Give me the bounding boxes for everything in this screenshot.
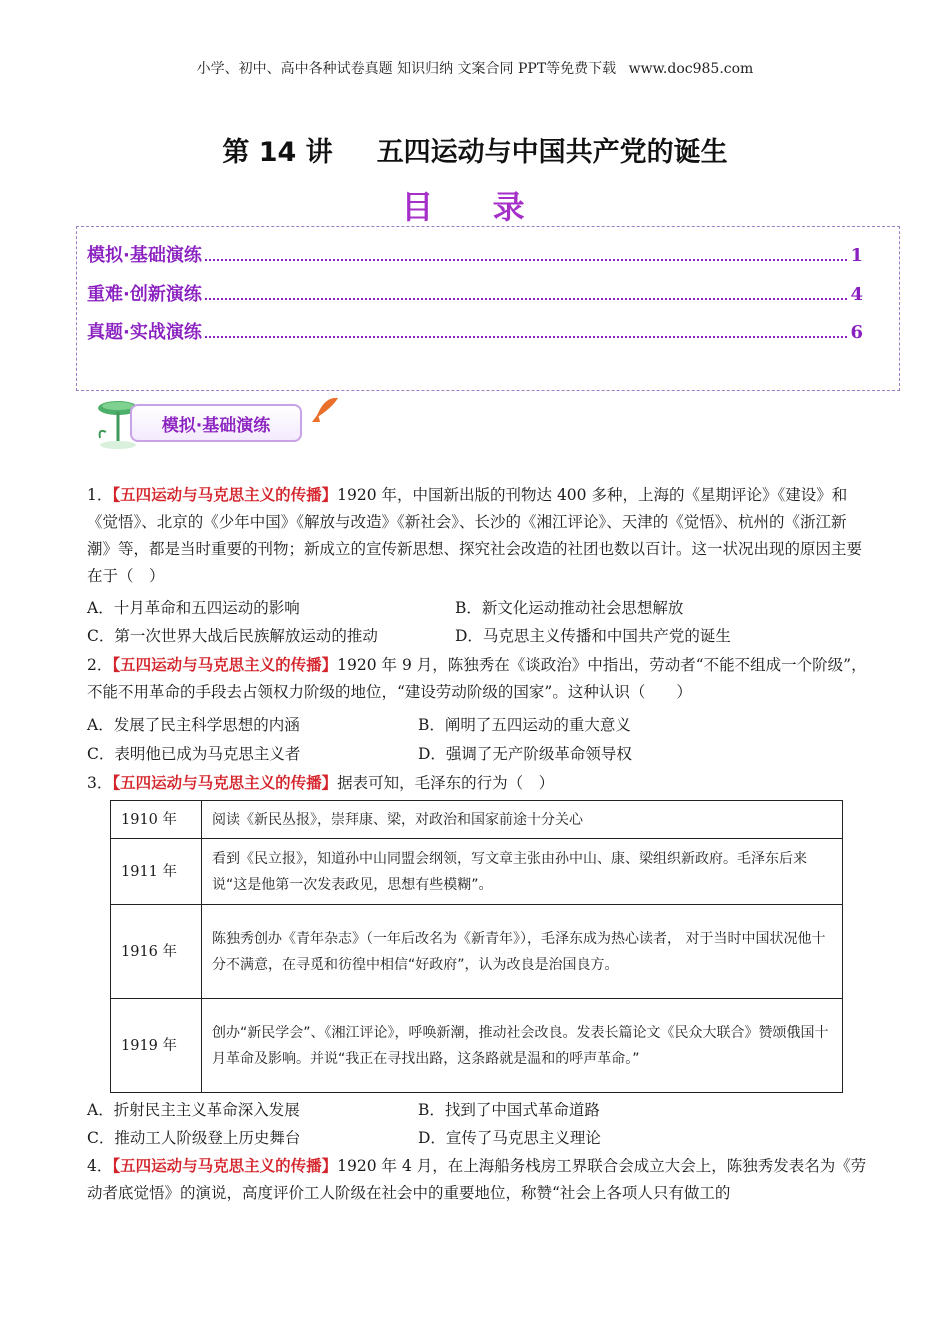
question-tag: 【五四运动与马克思主义的传播】	[112, 486, 338, 504]
option-a[interactable]: A．发展了民主科学思想的内涵	[87, 716, 300, 734]
question-stem: 1920 年 4 月，在上海船务栈房工界联合会成立大会上，陈独秀发表名为《劳动者底觉悟》的演说，高度评价工人阶级在社会中的重要地位，称赞“社会上各项人只有做工的	[87, 1157, 867, 1202]
section-badge-label: 模拟·基础演练	[130, 404, 302, 442]
toc-item[interactable]	[87, 318, 863, 344]
question-number: 1．	[87, 486, 113, 504]
table-row	[111, 839, 843, 905]
question-number: 3．	[87, 774, 113, 792]
table-row	[111, 801, 843, 839]
question-1	[87, 482, 867, 590]
option-d[interactable]: D．马克思主义传播和中国共产党的诞生	[455, 627, 731, 645]
toc-box	[76, 226, 900, 391]
toc-item-label: 重难·创新演练	[87, 284, 202, 305]
table-cell-text: 看到《民立报》，知道孙中山同盟会纲领，写文章主张由孙中山、康、梁组织新政府。毛泽东后来说“这是他第一次发表政见，思想有些模糊”。	[202, 839, 843, 905]
question-2	[87, 652, 867, 706]
toc-leader	[205, 336, 848, 338]
toc-item-page: 6	[850, 322, 863, 343]
timeline-table	[110, 800, 843, 1093]
question-4	[87, 1153, 867, 1207]
toc-leader	[205, 259, 848, 261]
question-stem: 据表可知，毛泽东的行为（ ）	[337, 774, 555, 792]
table-cell-year: 1911 年	[111, 839, 202, 905]
koi-fish-icon	[306, 388, 346, 428]
header-text: 小学、初中、高中各种试卷真题 知识归纳 文案合同 PPT等免费下载	[196, 61, 617, 77]
question-stem: 1920 年 9 月，陈独秀在《谈政治》中指出，劳动者“不能不组成一个阶级”，不能不用革命的手段去占领权力阶级的地位，“建设劳动阶级的国家”。这种认识（ ）	[87, 656, 867, 701]
toc-leader	[205, 298, 848, 300]
question-number: 4．	[87, 1157, 113, 1175]
option-a[interactable]: A．十月革命和五四运动的影响	[87, 599, 300, 617]
option-d[interactable]: D．宣传了马克思主义理论	[418, 1129, 601, 1147]
toc-item-label: 模拟·基础演练	[87, 245, 202, 266]
question-tag: 【五四运动与马克思主义的传播】	[112, 774, 338, 792]
header-site[interactable]: www.doc985.com	[628, 61, 754, 77]
question-3	[87, 770, 867, 797]
toc-heading: 目 录	[401, 188, 549, 226]
question-number: 2．	[87, 656, 113, 674]
option-b[interactable]: B．阐明了五四运动的重大意义	[418, 716, 631, 734]
table-cell-text: 陈独秀创办《青年杂志》（一年后改名为《新青年》），毛泽东成为热心读者， 对于当时中国状况他十分不满意，在寻觅和彷徨中相信“好政府”，认为改良是治国良方。	[202, 905, 843, 999]
toc-item-page: 4	[850, 284, 863, 305]
table-row	[111, 999, 843, 1093]
toc-item-label: 真题·实战演练	[87, 322, 202, 343]
table-cell-year: 1919 年	[111, 999, 202, 1093]
option-c[interactable]: C．表明他已成为马克思主义者	[87, 745, 301, 763]
table-cell-text: 创办“新民学会”、《湘江评论》，呼唤新潮，推动社会改良。发表长篇论文《民众大联合》赞颂俄国十月革命及影响。并说“我正在寻找出路，这条路就是温和的呼声革命。”	[202, 999, 843, 1093]
lesson-number: 第 14 讲	[222, 137, 333, 168]
table-cell-year: 1910 年	[111, 801, 202, 839]
question-stem: 1920 年，中国新出版的刊物达 400 多种，上海的《星期评论》《建设》和《觉悟》、北京的《少年中国》《解放与改造》《新社会》、长沙的《湘江评论》、天津的《觉悟》、杭州的《浙江新潮》等，都是当时重要的刊物；新成立的宣传新思想、探究社会改造的社团也数以百计。这一状况出现的原因主要在于（ ）	[87, 486, 863, 585]
table-cell-text: 阅读《新民丛报》，崇拜康、梁，对政治和国家前途十分关心	[202, 801, 843, 839]
toc-item[interactable]	[87, 280, 863, 306]
toc-item[interactable]	[87, 241, 863, 267]
option-d[interactable]: D．强调了无产阶级革命领导权	[418, 745, 632, 763]
lesson-name: 五四运动与中国共产党的诞生	[376, 137, 728, 168]
page-title	[0, 130, 950, 169]
option-c[interactable]: C．第一次世界大战后民族解放运动的推动	[87, 627, 378, 645]
toc-item-page: 1	[850, 245, 863, 266]
table-row	[111, 905, 843, 999]
option-a[interactable]: A．折射民主主义革命深入发展	[87, 1101, 300, 1119]
section-badge	[92, 392, 342, 454]
option-c[interactable]: C．推动工人阶级登上历史舞台	[87, 1129, 301, 1147]
option-b[interactable]: B．找到了中国式革命道路	[418, 1101, 600, 1119]
question-tag: 【五四运动与马克思主义的传播】	[112, 1157, 338, 1175]
option-b[interactable]: B．新文化运动推动社会思想解放	[455, 599, 684, 617]
table-cell-year: 1916 年	[111, 905, 202, 999]
page-header	[0, 58, 950, 78]
question-tag: 【五四运动与马克思主义的传播】	[112, 656, 338, 674]
